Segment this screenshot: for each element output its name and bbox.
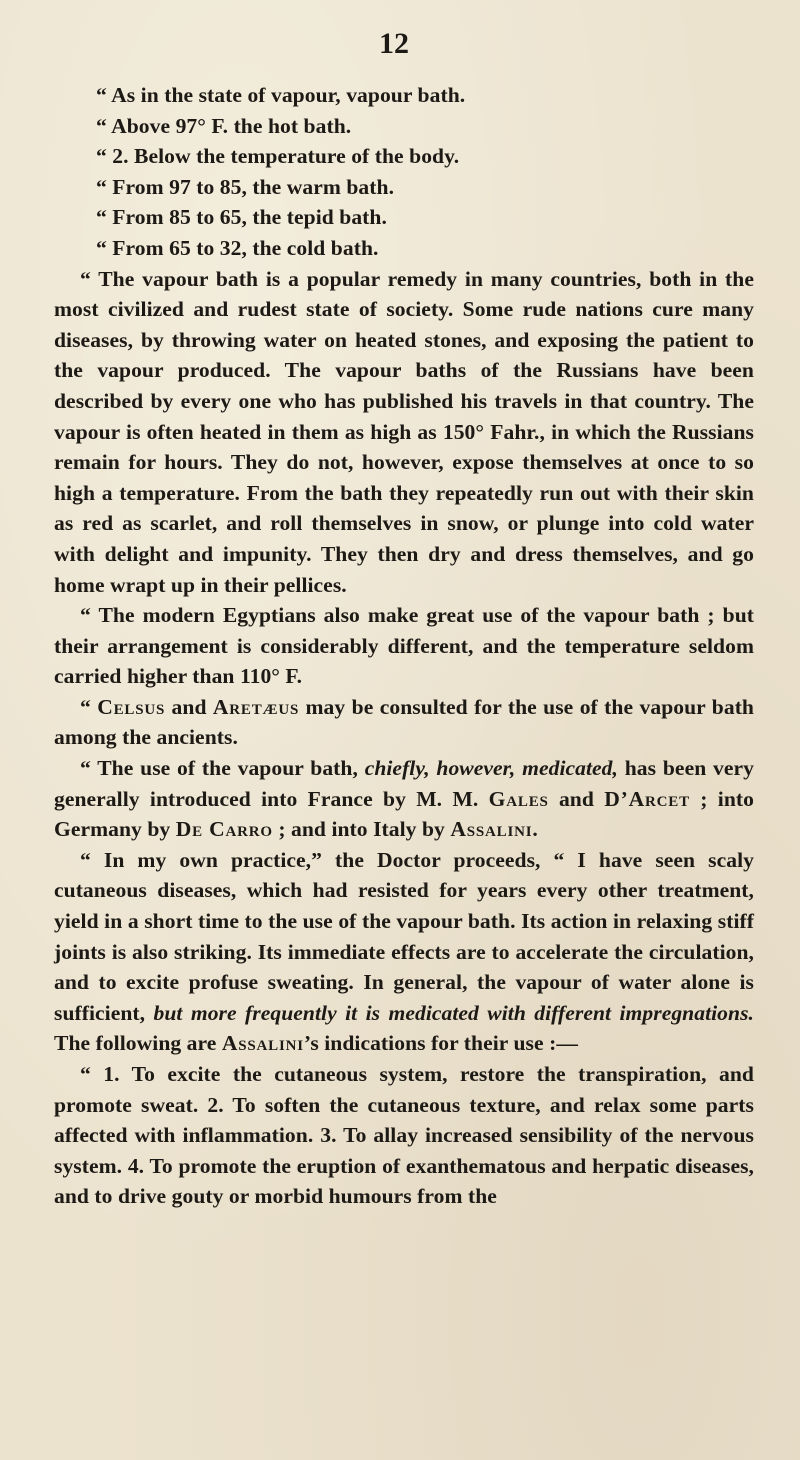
- paragraph-4: “ From 97 to 85, the warm bath.: [96, 174, 395, 199]
- paragraph-egyptian-baths: “ The modern Egyptians also make great use of the vapour bath ; but their arrangement is considerably different, and the temperature seldom carried higher than 110° F.: [54, 603, 754, 689]
- paragraph-5: “ From 85 to 65, the tepid bath.: [96, 205, 387, 230]
- paragraph-russian-baths: “ The vapour bath is a popular remedy in many countries, both in the most civilized and rudest state of society. Some rude nations cure many diseases, by throwing water on heated stones, and exposing the patient to the vapour produced. The vapour baths of the Russians have been described by every one who has published his travels in that country. The vapour is often heated in them as high as 150° Fahr., in which the Russians remain for hours. They do not, however, expose themselves at once to so high a temperature. From the bath they repeatedly run out with their skin as red as scarlet, and roll themselves in snow, or plunge into cold water with delight and impunity. They then dry and dress themselves, and go home wrapt up in their pellices.: [54, 266, 754, 597]
- paragraph-doctor-practice: “ In my own practice,” the Doctor proceeds, “ I have seen scaly cutaneous diseases, which had resisted for years every other treatment, yield in a short time to the use of the vapour bath. Its action in relaxing stiff joints is also striking. Its immediate effects are to accelerate the circulation, and to excite profuse sweating. In general, the vapour of water alone is sufficient, but more frequently it is medicated with different impregnations. The following are Assalini’s indications for their use :—: [54, 847, 754, 1056]
- body-text: [54, 80, 754, 1212]
- paragraph-6: “ From 65 to 32, the cold bath.: [96, 235, 379, 260]
- paragraph-3: “ 2. Below the temperature of the body.: [96, 144, 460, 169]
- paragraph-ancients: “ Celsus and Aretæus may be consulted for the use of the vapour bath among the ancients.: [54, 694, 754, 750]
- paragraph-1: “ As in the state of vapour, vapour bath.: [96, 83, 466, 107]
- page-number: 12: [379, 27, 409, 60]
- paragraph-indications: “ 1. To excite the cutaneous system, restore the transpiration, and promote sweat. 2. To soften the cutaneous texture, and relax some parts affected with inflammation. 3. To allay increased sensibility of the nervous system. 4. To promote the eruption of exanthematous and herpatic diseases, and to drive gouty or morbid humours from the: [54, 1062, 754, 1209]
- paragraph-medicated-use: “ The use of the vapour bath, chiefly, however, medicated, has been very generally introduced into France by M. M. Gales and D’Arcet ; into Germany by De Carro ; and into Italy by Assalini.: [54, 756, 754, 842]
- paragraph-2: “ Above 97° F. the hot bath.: [96, 113, 352, 138]
